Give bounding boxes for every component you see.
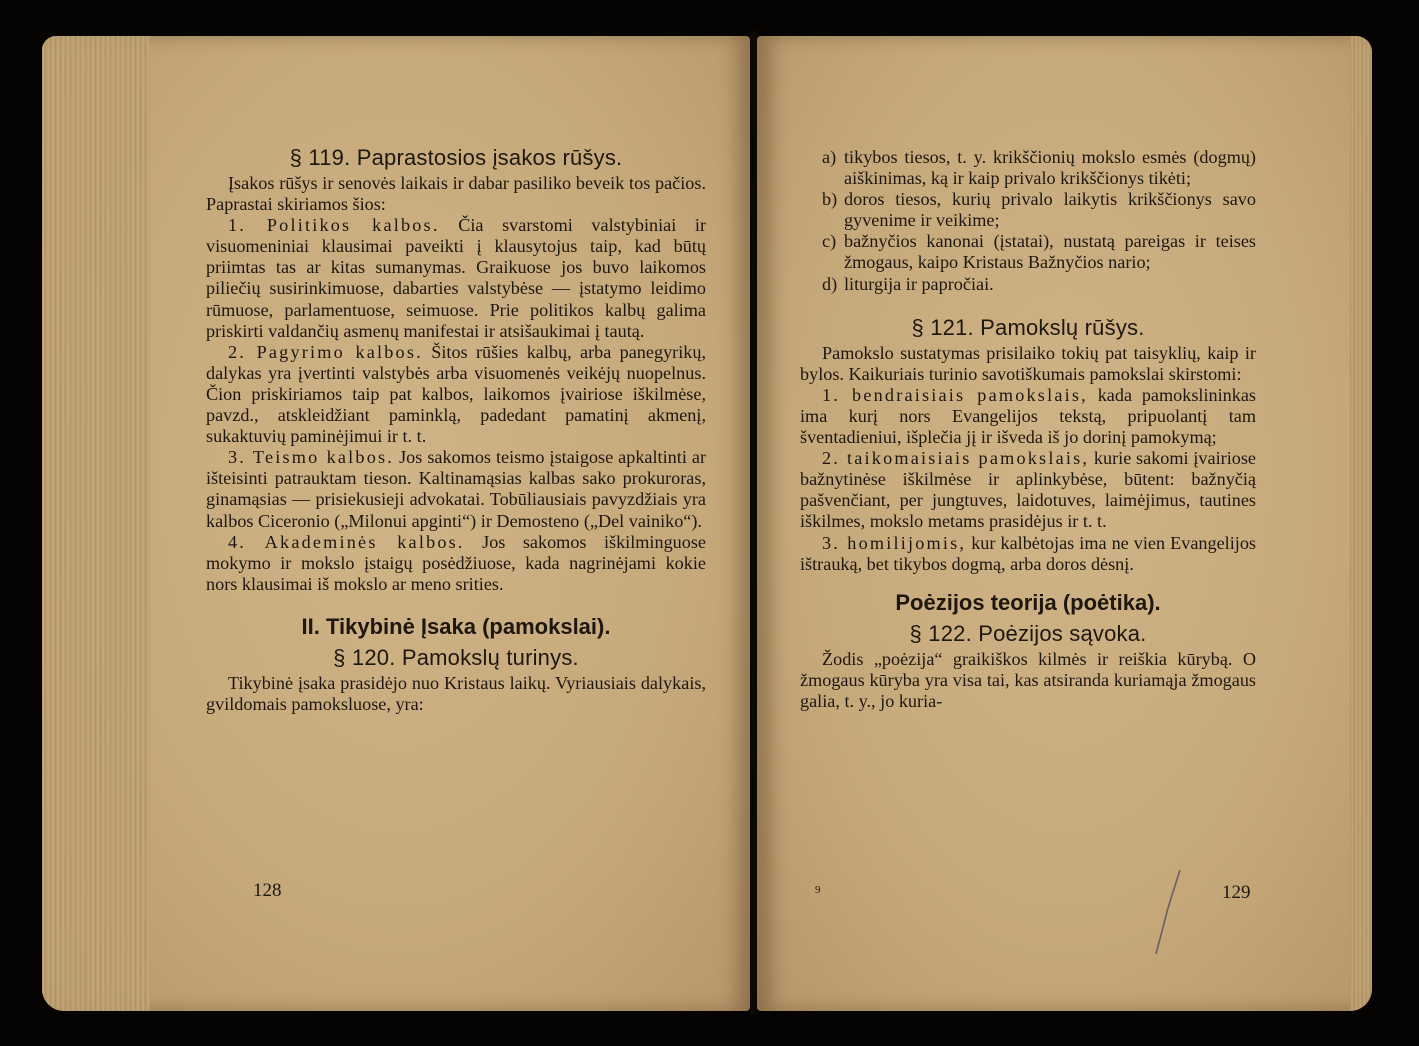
list-marker: b) — [822, 189, 838, 210]
item-2-paragraph — [206, 342, 706, 447]
item-4-paragraph — [206, 532, 706, 595]
section-122-text: Žodis „poėzija“ graikiškos kilmės ir reiškia kūrybą. O žmogaus kūryba yra visa tai, kas atsiranda kuriamąja žmogaus galia, t. y., jo kuria- — [800, 648, 1256, 711]
section-121-text: Pamokslo sustatymas prisilaiko tokių pat taisyklių, kaip ir bylos. Kaikuriais turinio savotiškumais pamokslai skirstomi: — [800, 342, 1256, 384]
right-page-text — [800, 147, 1256, 712]
list-marker: d) — [822, 273, 838, 294]
left-page-number: 128 — [253, 880, 282, 901]
section-122-heading: § 122. Poėzijos sąvoka. — [909, 620, 1147, 646]
sermon-type-3-text: kur kalbėtojas ima ne vien Evangelijos ištrauką, bet tikybos dogmą, arba doros dėsnį. — [800, 532, 1257, 574]
right-page-number: 129 — [1222, 882, 1251, 903]
list-item — [800, 189, 1256, 231]
part-2-heading: II. Tikybinė Įsaka (pamokslai). — [301, 613, 611, 639]
sermon-type-1-label: 1. bendraisiais pamokslais, — [822, 384, 1088, 405]
section-119-heading: § 119. Paprastosios įsakos rūšys. — [289, 145, 623, 170]
item-3-paragraph — [206, 447, 706, 531]
sermon-type-2-text: kurie sakomi įvairiose bažnytinėse iškilmėse ir aplinkybėse, būtent: bažnyčią pašvenčiant, per jungtuves, laidotuves, laimėjimus, tautines iškilmes, mokslo metams prasidėjus ir t. t. — [800, 448, 1256, 532]
item-2-label: 2. Pagyrimo kalbos. — [228, 341, 423, 362]
sermon-type-3 — [800, 533, 1256, 575]
sermon-type-1-text: kada pamokslininkas ima kurį nors Evangelijos tekstą, pripuolantį tam šventadieniui, išplečia jį ir išveda iš jo dorinį pamokymą; — [800, 384, 1256, 448]
list-item-text: tikybos tiesos, t. y. krikščionių mokslo esmės (dogmų) aiškinimas, ką ir kaip privalo krikščionys tikėti; — [844, 147, 1256, 189]
sermon-type-2-label: 2. taikomaisiais pamokslais, — [822, 448, 1090, 469]
list-item — [800, 231, 1256, 273]
section-120-list — [800, 147, 1256, 295]
section-120-heading: § 120. Pamokslų turinys. — [333, 644, 579, 670]
list-item-text: doros tiesos, kurių privalo laikytis krikščionys savo gyvenime ir veikime; — [844, 189, 1256, 231]
list-marker: c) — [822, 231, 837, 252]
item-3-text: Jos sakomos teismo įstaigose apkaltinti ar išteisinti patrauktam tieson. Kaltinamąsias kalbas sako prokuroras, ginamąsias — prisiekusieji advokatai. Tobūliausiais pavyzdžiais yra kalbos Ciceronio („Milonui apginti“) ir Demosteno („Del vainiko“). — [206, 447, 707, 531]
page-edges-right — [1350, 36, 1372, 1011]
sermon-type-1 — [800, 385, 1256, 448]
list-item-text: liturgija ir papročiai. — [844, 273, 994, 294]
item-4-text: Jos sakomos iškilminguose mokymo ir mokslo įstaigų posėdžiuose, kada nagrinėjami kokie nors klausimai iš mokslo ar meno srities. — [206, 531, 707, 594]
section-121-heading: § 121. Pamokslų rūšys. — [911, 314, 1145, 340]
item-1-paragraph — [206, 215, 706, 342]
list-item — [800, 147, 1256, 189]
section-119-intro: Įsakos rūšys ir senovės laikais ir dabar pasiliko beveik tos pačios. Paprastai skiriamos šios: — [206, 173, 706, 215]
sermon-type-3-label: 3. homilijomis, — [822, 532, 967, 553]
sermon-type-2 — [800, 448, 1256, 532]
poetry-theory-heading: Poėzijos teorija (poėtika). — [895, 589, 1161, 615]
item-3-label: 3. Teismo kalbos. — [228, 447, 395, 468]
item-1-text: Čia svarstomi valstybiniai ir visuomeniniai klausimai paveikti į klausytojus taip, kad būtų priimtas tas ar kitas sumanymas. Graikuose jos buvo laikomos piliečių susirinkimuose, dabarties valstybėse — įstatymo leidimo rūmuose, parlamentuose, seimuose. Prie politikos kalbų galima priskirti valdančių asmenų manifestai ir atsišaukimai į tautą. — [206, 215, 707, 341]
page-edges-left — [42, 36, 150, 1011]
left-page-text — [206, 143, 706, 715]
section-120-text: Tikybinė įsaka prasidėjo nuo Kristaus laikų. Vyriausiais dalykais, gvildomais pamoksluose, yra: — [206, 672, 706, 714]
list-marker: a) — [822, 147, 837, 167]
item-2-text: Šitos rūšies kalbų, arba panegyrikų, dalykas yra įvertinti valstybės arba visuomenės veikėjų nuopelnus. Čion priskiriamos taip pat kalbos, laikomos įvairiose iškilmėse, pavzd., atskleidžiant paminklą, padedant pamatinį akmenį, sukaktuvių paminėjimui ir t. t. — [206, 341, 707, 447]
signature-mark: 9 — [815, 884, 821, 896]
item-1-label: 1. Politikos kalbos. — [228, 215, 440, 236]
pencil-mark — [1150, 868, 1186, 958]
list-item-text: bažnyčios kanonai (įstatai), nustatą pareigas ir teises žmogaus, kaipo Kristaus Bažnyčios nario; — [844, 231, 1256, 273]
item-4-label: 4. Akademinės kalbos. — [228, 531, 465, 552]
book-gutter — [750, 30, 757, 1015]
list-item — [800, 274, 1256, 295]
